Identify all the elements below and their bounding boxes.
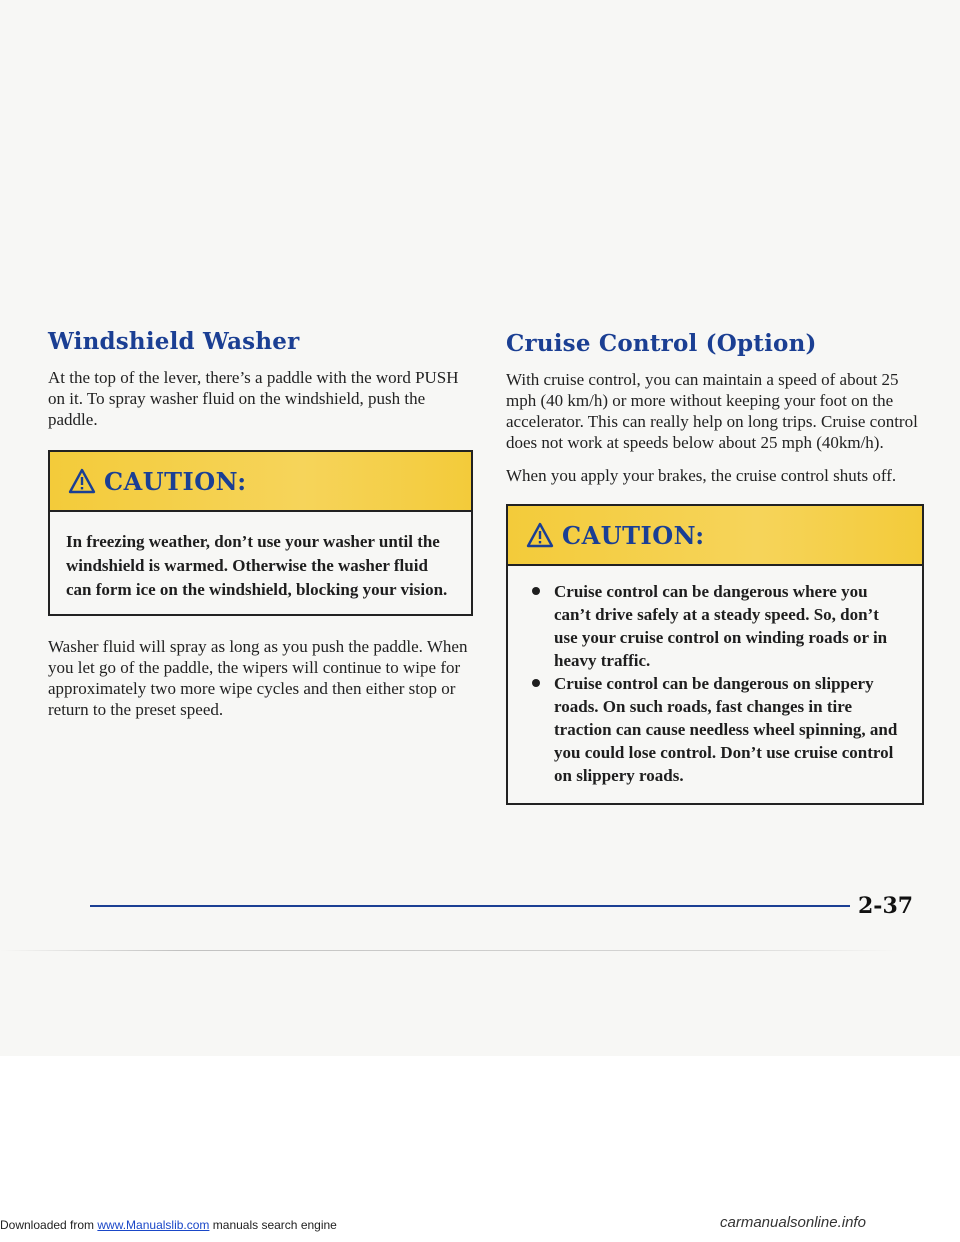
caution-body: In freezing weather, don’t use your washer until the windshield is warmed. Otherwise the washer fluid can form ice on the windshield, blocking your vision. bbox=[66, 532, 448, 599]
warning-triangle-icon bbox=[68, 468, 96, 494]
list-item: Cruise control can be dangerous on slippery roads. On such roads, fast changes in tire traction can cause needless wheel spinning, and you could lose control. Don’t use cruise control on slippery roads. bbox=[524, 672, 906, 787]
right-column bbox=[506, 330, 924, 805]
caution-bullet-list bbox=[524, 580, 906, 787]
windshield-washer-heading: Windshield Washer bbox=[48, 328, 300, 355]
manualslib-link[interactable]: www.Manualslib.com bbox=[97, 1218, 210, 1232]
caution-header bbox=[508, 506, 922, 566]
caution-title: CAUTION: bbox=[104, 466, 247, 496]
footer-rule bbox=[90, 905, 850, 907]
cruise-intro-paragraph: With cruise control, you can maintain a speed of about 25 mph (40 km/h) or more without keeping your foot on the accelerator. This can really help on long trips. Cruise control does not work at speeds below about 25 mph (40km/h). bbox=[506, 370, 918, 452]
cruise-caution-box bbox=[506, 504, 924, 805]
bullet-icon bbox=[532, 587, 540, 595]
cruise-brakes-paragraph: When you apply your brakes, the cruise control shuts off. bbox=[506, 466, 897, 485]
download-credit: Downloaded from www.Manualslib.com manuals search engine bbox=[0, 1218, 337, 1232]
watermark: carmanualsonline.info bbox=[720, 1214, 866, 1231]
left-column bbox=[48, 328, 473, 732]
caution-title: CAUTION: bbox=[562, 520, 705, 550]
caution-body bbox=[508, 566, 922, 803]
scan-line bbox=[0, 950, 900, 951]
page-number: 2-37 bbox=[858, 893, 914, 919]
cruise-control-heading: Cruise Control (Option) bbox=[506, 330, 817, 357]
washer-intro-paragraph: At the top of the lever, there’s a paddle with the word PUSH on it. To spray washer fluid on the windshield, push the paddle. bbox=[48, 368, 459, 429]
washer-caution-box bbox=[48, 450, 473, 616]
caution-header bbox=[50, 452, 471, 512]
warning-triangle-icon bbox=[526, 522, 554, 548]
bullet-icon bbox=[532, 679, 540, 687]
washer-spray-paragraph: Washer fluid will spray as long as you push the paddle. When you let go of the paddle, the wipers will continue to wipe for approximately two more wipe cycles and then either stop or return to the preset speed. bbox=[48, 637, 468, 719]
list-item: Cruise control can be dangerous where you can’t drive safely at a steady speed. So, don’t use your cruise control on winding roads or in heavy traffic. bbox=[524, 580, 906, 672]
